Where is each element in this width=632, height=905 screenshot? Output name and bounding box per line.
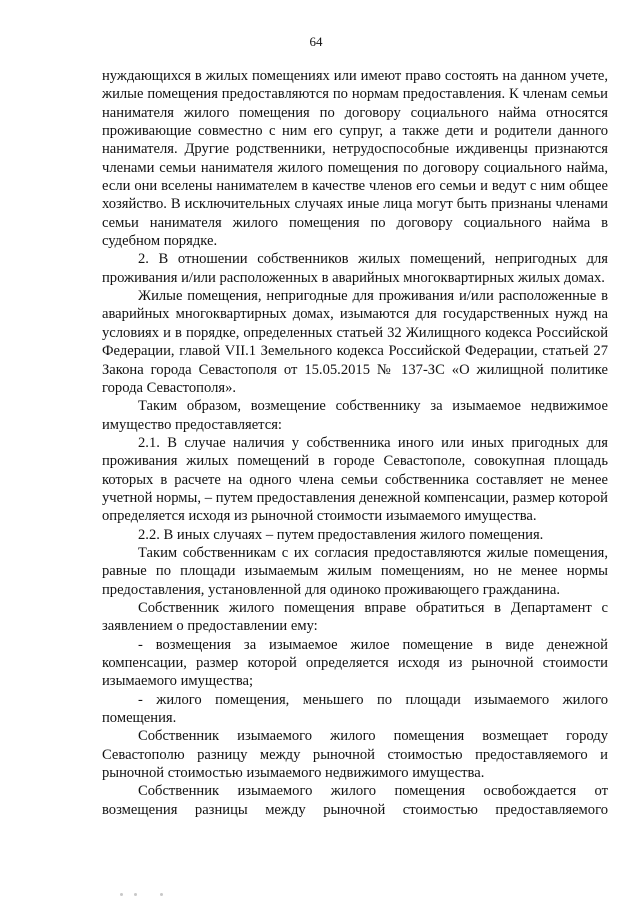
paragraph-section-2-heading: 2. В отношении собственников жилых помещений, непригодных для проживания и/или расположенных в аварийных многоквартирных жилых домах. bbox=[102, 251, 608, 286]
page-number: 64 bbox=[309, 34, 323, 49]
list-item-monetary-compensation: - возмещения за изымаемое жилое помещение в виде денежной компенсации, размер которой определяется исходя из рыночной стоимости изымаемого имущества; bbox=[102, 636, 608, 690]
paragraph-owner-exempt: Собственник изымаемого жилого помещения освобождается от возмещения разницы между рыночной стоимостью предоставляемого bbox=[102, 783, 608, 818]
paragraph-item-2-2: 2.2. В иных случаях – путем предоставления жилого помещения. bbox=[138, 526, 544, 543]
paragraph-expropriation-basis: Жилые помещения, непригодные для проживания и/или расположенные в аварийных многоквартирных домах, изымаются для государственных нужд на условиях и в порядке, определенных статьей 32 Жилищного кодекса Российской Федерации, главой VII.1 Земельного кодекса Российской Федерации, статьей 27 Закона города Севастополя от 15.05.2015 № 137-ЗС «О жилищной политике города Севастополя». bbox=[102, 288, 608, 396]
document-body bbox=[102, 67, 608, 819]
list-item-smaller-dwelling: - жилого помещения, меньшего по площади изымаемого жилого помещения. bbox=[102, 691, 608, 727]
paragraph-equal-area: Таким собственникам с их согласия предоставляются жилые помещения, равные по площади изымаемым жилым помещениям, но не менее нормы предоставления, установленной для одиноко проживающего гражданина. bbox=[102, 544, 608, 598]
scan-artifact bbox=[120, 893, 180, 897]
paragraph-family-members: нуждающихся в жилых помещениях или имеют право состоять на данном учете, жилые помещения предоставляются по нормам предоставления. К членам семьи нанимателя жилого помещения по договору социального найма относятся проживающие совместно с ним его супруг, а также дети и родители данного нанимателя. Другие родственники, нетрудоспособные иждивенцы признаются членами семьи нанимателя жилого помещения по договору социального найма, если они вселены нанимателем в качестве членов его семьи и ведут с ним общее хозяйство. В исключительных случаях иные лица могут быть признаны членами семьи нанимателя жилого помещения по договору социального найма в судебном порядке. bbox=[102, 68, 608, 250]
paragraph-item-2-1: 2.1. В случае наличия у собственника иного или иных пригодных для проживания жилых помещений в городе Севастополе, совокупная площадь которых в расчете на одного члена семьи собственника составляет не менее учетной нормы, – путем предоставления денежной компенсации, размер которой определяется исходя из рыночной стоимости изымаемого имущества. bbox=[102, 434, 608, 525]
paragraph-compensation-intro: Таким образом, возмещение собственнику за изымаемое недвижимое имущество предоставляется: bbox=[102, 398, 608, 433]
paragraph-owner-application: Собственник жилого помещения вправе обратиться в Департамент с заявлением о предоставлении ему: bbox=[102, 599, 608, 635]
paragraph-owner-reimburses: Собственник изымаемого жилого помещения возмещает городу Севастополю разницу между рыночной стоимостью предоставляемого и рыночной стоимостью изымаемого недвижимого имущества. bbox=[102, 728, 608, 782]
